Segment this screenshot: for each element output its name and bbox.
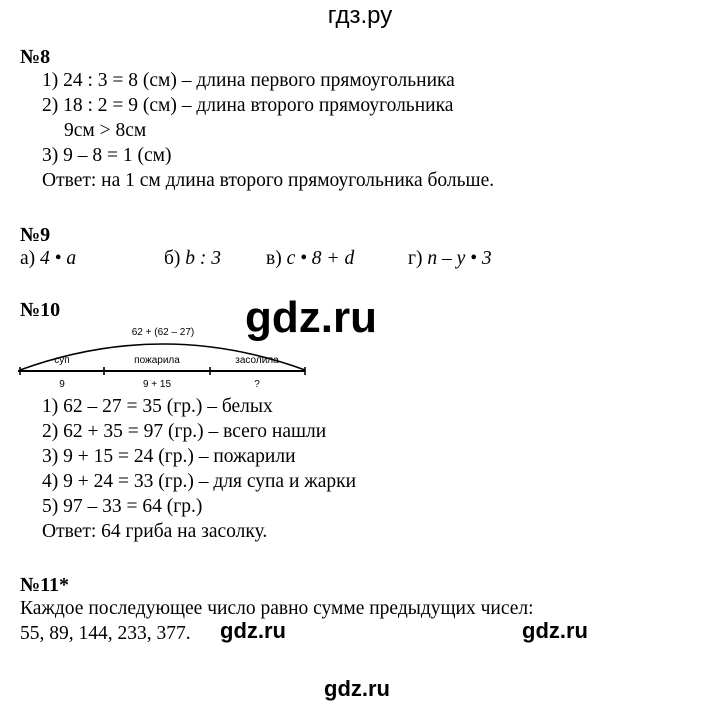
task-10-number: №10 — [20, 299, 61, 321]
diagram-segment-label: засолила — [235, 355, 279, 366]
task-9-number: №9 — [20, 224, 51, 246]
site-header: гдз.ру — [327, 2, 393, 29]
task-11-sequence: 55, 89, 144, 233, 377. — [20, 623, 191, 644]
diagram-bottom-label: 9 + 15 — [142, 379, 172, 390]
watermark: gdz.ru — [220, 618, 286, 643]
task-9-item-v — [266, 248, 354, 270]
task-9-item-g — [408, 248, 492, 270]
watermark: gdz.ru — [245, 293, 377, 342]
task-10-line: 4) 9 + 24 = 33 (гр.) – для супа и жарки — [42, 471, 357, 492]
task-8-line: 3) 9 – 8 = 1 (см) — [42, 145, 172, 166]
diagram-bottom-label: 9 — [59, 379, 65, 390]
task-9-item-expression: b : 3 — [185, 248, 222, 269]
diagram-segment-label: пожарила — [134, 355, 180, 366]
task-9-item-label: в) — [266, 248, 282, 269]
task-9-item-expression: 4 • a — [40, 248, 77, 269]
task-10-answer: Ответ: 64 гриба на засолку. — [42, 521, 268, 542]
task-9-item-label: б) — [164, 248, 181, 269]
task-11-line: Каждое последующее число равно сумме предыдущих чисел: — [20, 598, 534, 619]
watermark: gdz.ru — [324, 676, 390, 701]
task-10-line: 3) 9 + 15 = 24 (гр.) – пожарили — [42, 446, 296, 467]
task-9-item-label: а) — [20, 248, 36, 269]
diagram-segment-label: суп — [54, 355, 70, 366]
task-9-item-b — [164, 248, 221, 270]
task-8-answer: Ответ: на 1 см длина второго прямоугольника больше. — [42, 170, 495, 191]
task-8-line: 1) 24 : 3 = 8 (см) – длина первого прямоугольника — [42, 70, 455, 91]
segment-diagram — [0, 320, 720, 392]
diagram-bottom-label: ? — [254, 379, 260, 390]
task-10-line: 5) 97 – 33 = 64 (гр.) — [42, 496, 203, 517]
diagram-top-label: 62 + (62 – 27) — [131, 327, 195, 338]
task-8-line: 2) 18 : 2 = 9 (см) – длина второго прямоугольника — [42, 95, 454, 116]
task-9-item-expression: n – y • 3 — [427, 248, 492, 269]
task-9-item-a — [20, 248, 76, 270]
task-10-line: 2) 62 + 35 = 97 (гр.) – всего нашли — [42, 421, 327, 442]
task-9-item-expression: c • 8 + d — [286, 248, 355, 269]
watermark: gdz.ru — [522, 618, 588, 643]
task-9-item-label: г) — [408, 248, 423, 269]
task-8-number: №8 — [20, 46, 51, 68]
task-8-line: 9см > 8см — [64, 120, 147, 141]
task-11-number: №11* — [20, 574, 69, 596]
task-10-line: 1) 62 – 27 = 35 (гр.) – белых — [42, 396, 273, 417]
